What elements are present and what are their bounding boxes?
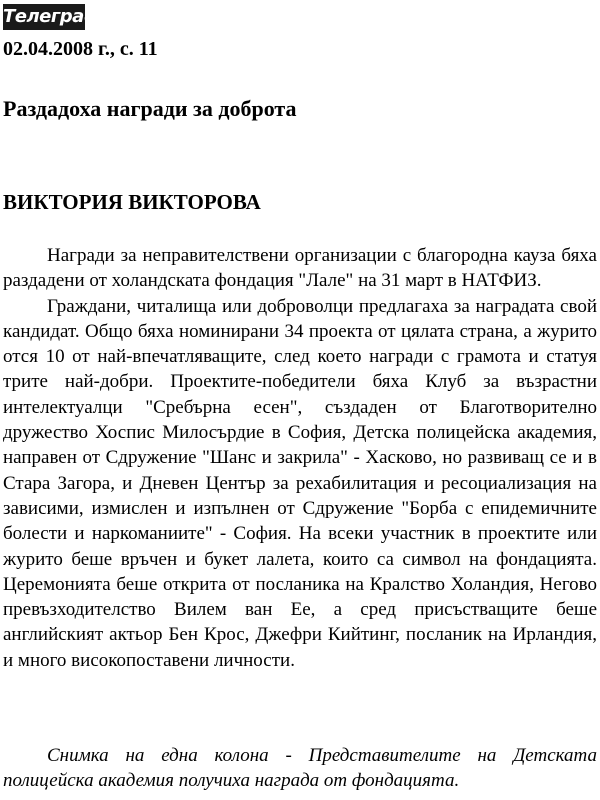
article-author: ВИКТОРИЯ ВИКТОРОВА	[3, 190, 261, 214]
article-title: Раздадоха награди за доброта	[3, 96, 297, 121]
photo-caption: Снимка на една колона - Представителите на Детската полицейска академия получиха награда от фондацията.	[3, 745, 597, 791]
article-body	[3, 243, 597, 673]
article-paragraph: Граждани, читалища или доброволци предлагаха за наградата свой кандидат. Общо бяха номинирани 34 проекта от цялата страна, а журито отся 10 от най-впечатляващите, след което награди с грамота и статуя трите най-добри. Проектите-победители бяха Клуб за възрастни интелектуалци "Сребърна есен", създаден от Благотворително дружество Хоспис Милосърдие в София, Детска полицейска академия, направен от Сдружение "Шанс и закрила" - Хасково, но развиващ се и в Стара Загора, и Дневен Център за рехабилитация и ресоциализация на зависими, измислен и изпълнен от Сдружение "Борба с епидемичните болести и наркоманиите" - София. На всеки участник в проектите или журито беше връчен и букет лалета, които са символ на фондацията. Церемонията беше открита от посланика на Кралство Холандия, Негово превъзходителство Вилем ван Ее, а сред присъстващите беше английският актьор Бен Крос, Джефри Кийтинг, посланик на Ирландия, и много високопоставени личности.	[3, 295, 597, 671]
publication-date-page: 02.04.2008 г., с. 11	[3, 38, 158, 60]
article-paragraph: Награди за неправителствени организации с благородна кауза бяха раздадени от холандската фондация "Лале" на 31 март в НАТФИЗ.	[3, 245, 597, 292]
newspaper-logo: Телеграф	[3, 4, 85, 30]
